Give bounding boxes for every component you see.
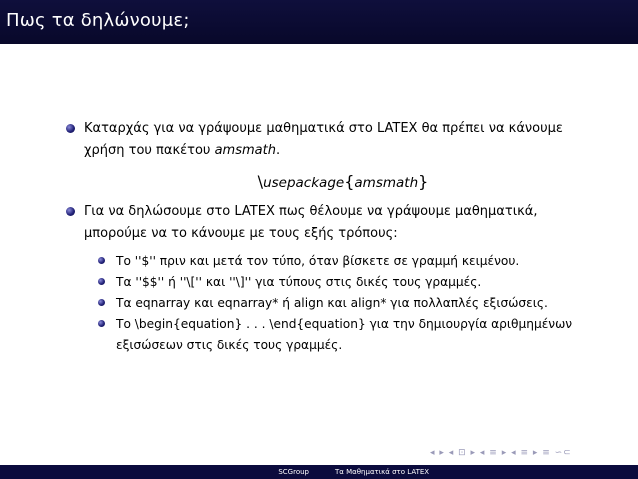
- footer-author: SCGroup: [278, 468, 309, 476]
- beamer-navigation-symbols[interactable]: [430, 448, 572, 458]
- sub-item-text: Το ''$'' πριν και μετά τον τύπο, όταν βίσκετε σε γραμμή κειμένου.: [116, 254, 520, 268]
- open-brace: {: [344, 172, 355, 191]
- bullet-item-1-text: Καταρχάς για να γράψουμε μαθηματικά στο LATEX θα πρέπει να κάνουμε χρήση του πακέτου: [84, 121, 563, 158]
- bullet-item-2-text: Για να δηλώσουμε στο LATEX πως θέλουμε να γράψουμε μαθηματικά, μπορούμε να το κάνουμε με τους εξής τρόπους:: [84, 204, 538, 241]
- slide-title: Πως τα δηλώνουμε;: [6, 10, 190, 31]
- sub-bullet-ball-icon: [98, 278, 105, 285]
- bullet-item-2: [62, 201, 602, 245]
- bullet-ball-icon: [66, 207, 75, 216]
- slide-content: [62, 118, 602, 356]
- bullet-item-1: [62, 118, 602, 162]
- footer-right: [319, 465, 638, 479]
- sub-item-text: Το \begin{equation} . . . \end{equation} για την δημιουργία αριθμημένων εξισώσεων στις δικές τους γραμμές.: [116, 317, 573, 352]
- close-brace: }: [418, 172, 429, 191]
- package-name: amsmath: [214, 143, 276, 158]
- sub-item: [62, 251, 602, 272]
- equation-command: usepackage: [263, 175, 345, 191]
- sub-item: [62, 314, 602, 356]
- sub-item-text: Τα ''$$'' ή ''\['' και ''\]'' για τύπους στις δικές τους γραμμές.: [116, 275, 482, 289]
- sub-item: [62, 293, 602, 314]
- backslash-symbol: \: [257, 172, 264, 191]
- sub-bullet-ball-icon: [98, 299, 105, 306]
- usepackage-command: [84, 172, 602, 191]
- footer-bar: [0, 465, 638, 479]
- sub-bullet-ball-icon: [98, 257, 105, 264]
- sub-list: [62, 251, 602, 356]
- slide-title-bar: [0, 0, 638, 44]
- nav-symbols-icon[interactable]: ◂ ▸ ◂ ⊡ ▸ ◂ ≡ ▸ ◂ ≡ ▸ ≡ ∽⊂: [430, 448, 572, 458]
- sub-item: [62, 272, 602, 293]
- sub-bullet-ball-icon: [98, 320, 105, 327]
- sub-item-text: Τα eqnarray και eqnarray* ή align και align* για πολλαπλές εξισώσεις.: [116, 296, 548, 310]
- footer-title: Τα Μαθηματικά στο LATEX: [335, 468, 430, 476]
- bullet-ball-icon: [66, 124, 75, 133]
- bullet-item-1-end: .: [275, 143, 281, 158]
- footer-left: [0, 465, 319, 479]
- equation-argument: amsmath: [354, 175, 419, 191]
